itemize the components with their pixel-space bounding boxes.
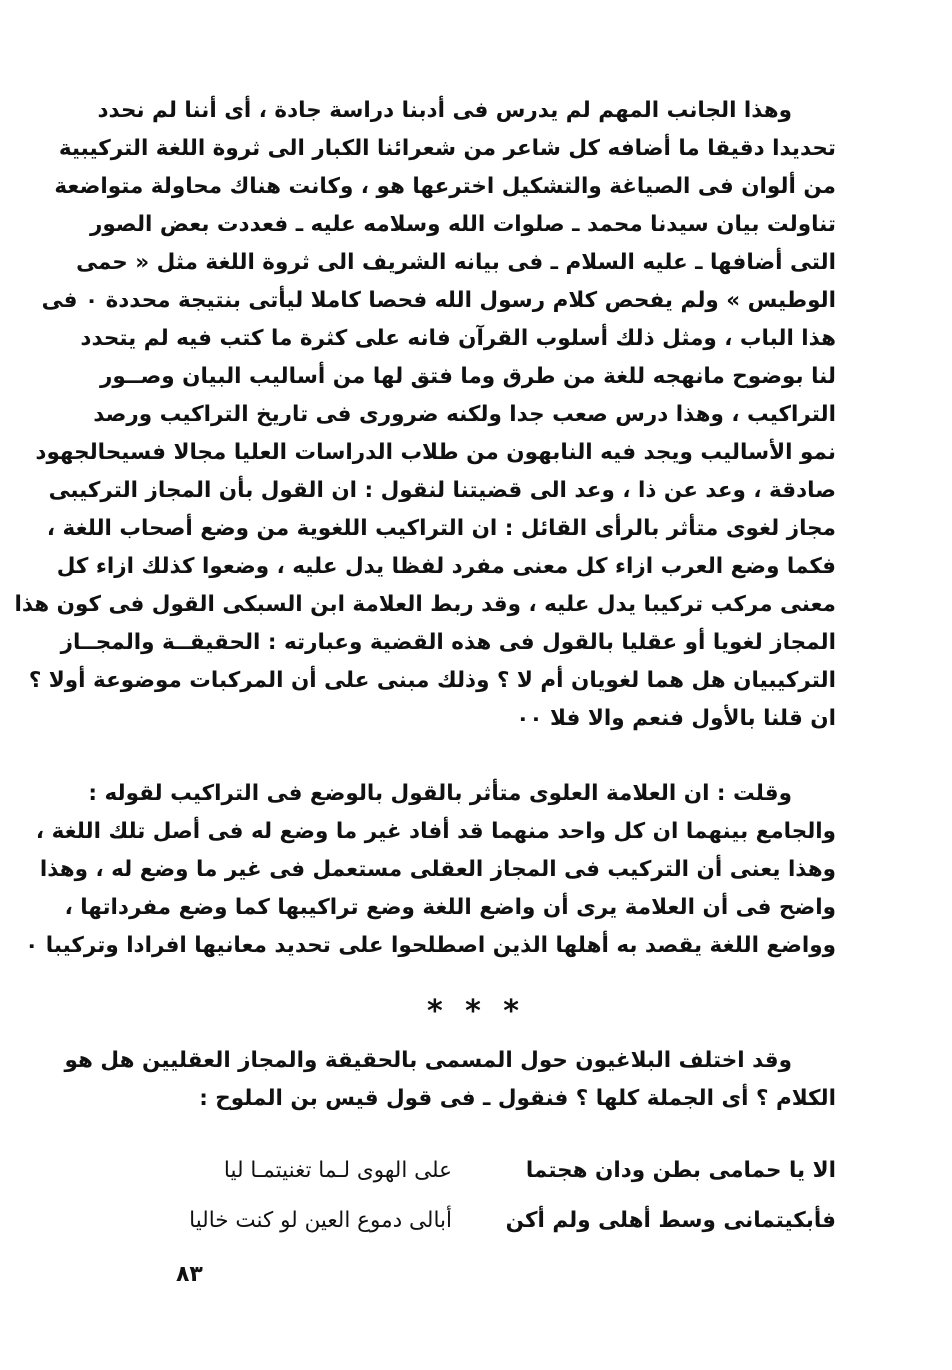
- text-line: وقلت : ان العلامة العلوى متأثر بالقول بالوضع فى التراكيب لقوله :: [88, 781, 792, 806]
- poem-verse: [160, 1196, 836, 1246]
- poem-verses: [160, 1146, 836, 1246]
- text-line: ان قلنا بالأول فنعم والا فلا ٠٠: [516, 706, 836, 731]
- section-separator: * * *: [427, 994, 525, 1029]
- page-number: ٨٣: [176, 1262, 203, 1287]
- text-line: التركيبيان هل هما لغويان أم لا ؟ وذلك مبنى على أن المركبات موضوعة أولا ؟: [28, 668, 836, 693]
- text-line: وهذا الجانب المهم لم يدرس فى أدبنا دراسة جادة ، أى أننا لم نحدد: [97, 98, 792, 123]
- text-line: هذا الباب ، ومثل ذلك أسلوب القرآن فانه على كثرة ما كتب فيه لم يتحدد: [80, 326, 836, 351]
- text-line: الوطيس » ولم يفحص كلام رسول الله فحصا كاملا ليأتى بنتيجة محددة ٠ فى: [41, 288, 836, 313]
- text-line: التراكيب ، وهذا درس صعب جدا ولكنه ضرورى فى تاريخ التراكيب ورصد: [93, 402, 836, 427]
- paragraph-2: [25, 775, 836, 965]
- text-line: لنا بوضوح مانهجه للغة من طرق وما فتق لها من أساليب البيان وصــور: [99, 364, 836, 389]
- text-line: فكما وضع العرب ازاء كل معنى مفرد لفظا يدل عليه ، وضعوا كذلك ازاء كل: [56, 554, 836, 579]
- paragraph-1: [14, 92, 836, 738]
- text-line: مجاز لغوى متأثر بالرأى القائل : ان التراكيب اللغوية من وضع أصحاب اللغة ،: [46, 516, 836, 541]
- text-line: نمو الأساليب ويجد فيه النابهون من طلاب الدراسات العليا مجالا فسيحالجهود: [35, 440, 836, 465]
- text-line: المجاز لغويا أو عقليا بالقول فى هذه القضية وعبارته : الحقيقــة والمجــاز: [60, 630, 836, 655]
- text-line: وقد اختلف البلاغيون حول المسمى بالحقيقة والمجاز العقليين هل هو: [64, 1048, 792, 1073]
- text-line: تحديدا دقيقا ما أضافه كل شاعر من شعرائنا الكبار الى ثروة اللغة التركيبية: [58, 136, 836, 161]
- poem-verse: [160, 1146, 836, 1196]
- paragraph-3: [64, 1042, 836, 1118]
- text-line: واضح فى أن العلامة يرى أن واضع اللغة وضع تراكيبها كما وضع مفرداتها ،: [64, 895, 836, 920]
- verse-first-hemistich: فأبكيتمانى وسط أهلى ولم أكن: [505, 1208, 836, 1233]
- text-line: التى أضافها ـ عليه السلام ـ فى بيانه الشريف الى ثروة اللغة مثل « حمى: [76, 250, 836, 275]
- text-line: تناولت بيان سيدنا محمد ـ صلوات الله وسلامه عليه ـ فعددت بعض الصور: [89, 212, 836, 237]
- verse-second-hemistich: أبالى دموع العين لو كنت خاليا: [189, 1208, 452, 1233]
- verse-second-hemistich: على الهوى لـما تغنيتمـا ليا: [223, 1158, 452, 1183]
- text-line: وواضع اللغة يقصد به أهلها الذين اصطلحوا على تحديد معانيها افرادا وتركيبا ٠: [25, 933, 836, 958]
- verse-first-hemistich: الا يا حمامى بطن ودان هجتما: [525, 1158, 836, 1183]
- text-line: والجامع بينهما ان كل واحد منهما قد أفاد غير ما وضع له فى أصل تلك اللغة ،: [35, 819, 836, 844]
- text-line: من ألوان فى الصياغة والتشكيل اخترعها هو ، وكانت هناك محاولة متواضعة: [54, 174, 836, 199]
- text-line: معنى مركب تركيبا يدل عليه ، وقد ربط العلامة ابن السبكى القول فى كون هذا: [14, 592, 836, 617]
- text-line: وهذا يعنى أن التركيب فى المجاز العقلى مستعمل فى غير ما وضع له ، وهذا: [39, 857, 836, 882]
- text-line: الكلام ؟ أى الجملة كلها ؟ فنقول ـ فى قول قيس بن الملوح :: [199, 1086, 836, 1111]
- text-line: صادقة ، وعد عن ذا ، وعد الى قضيتنا لنقول : ان القول بأن المجاز التركيبى: [48, 478, 836, 503]
